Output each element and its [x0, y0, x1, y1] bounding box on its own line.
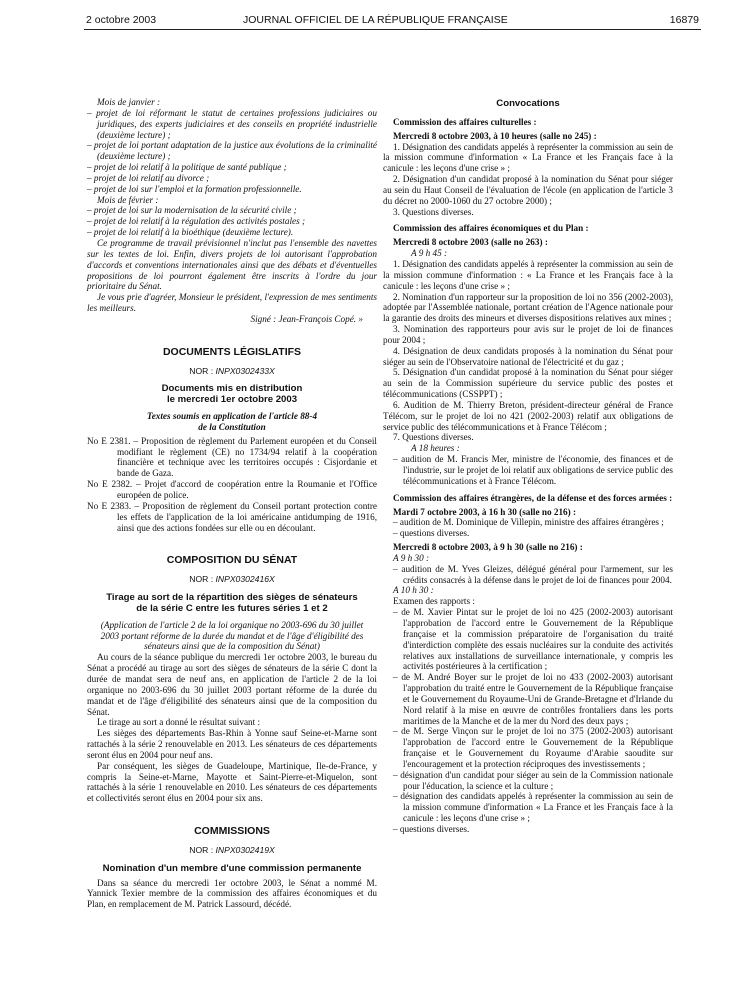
senat-paragraph: Au cours de la séance publique du mercredi 1er octobre 2003, le bureau du Sénat a procédé au tirage au sort des sièges de sénateurs de la série C dont la durée de mandat sera de neuf ans, en application de l'article 2 de la loi organique no 2003-696 du 30 juillet 2003 portant réforme de la durée du mandat et de l'âge d'éligibilité des sénateurs ainsi que de la composition du Sénat. — [87, 652, 377, 717]
senat-application: (Application de l'article 2 de la loi organique no 2003-696 du 30 juillet 2003 portant réforme de la durée du mandat et de l'âge d'éligibilité des sénateurs ainsi que de la composition du Sénat) — [100, 619, 364, 652]
section-heading-documents: DOCUMENTS LÉGISLATIFS — [162, 345, 302, 358]
list-item: – projet de loi portant adaptation de la justice aux évolutions de la criminalité (deuxième lecture) ; — [87, 140, 377, 162]
nor-label: NOR : — [189, 574, 214, 585]
closing-text: Je vous prie d'agréer, Monsieur le président, l'expression de mes sentiments les meilleurs. — [87, 292, 377, 314]
agenda-item: 7. Questions diverses. — [393, 432, 474, 443]
docs-texts-line: de la Constitution — [198, 421, 266, 432]
agenda-item: 3. Nomination des rapporteurs pour avis sur le projet de loi de finances pour 2004 ; — [383, 324, 673, 345]
meeting-date: Mercredi 8 octobre 2003, à 9 h 30 (salle no 216) : — [393, 542, 583, 553]
list-item: – projet de loi sur l'emploi et la formation professionnelle. — [87, 183, 302, 194]
agenda-item: – questions diverses. — [393, 824, 470, 834]
docs-texts-line: Textes soumis en application de l'article 88-4 — [146, 411, 318, 422]
signature: Signé : Jean-François Copé. » — [250, 313, 363, 324]
section-heading-commissions: COMMISSIONS — [194, 825, 270, 838]
section-heading-senat: COMPOSITION DU SÉNAT — [166, 554, 298, 567]
nor-code: INPX0302433X — [215, 365, 275, 376]
page-header — [0, 0, 751, 30]
header-date: 2 octobre 2003 — [86, 14, 157, 26]
senat-paragraph: Par conséquent, les sièges de Guadeloupe, Martinique, Ile-de-France, y compris la Seine-et-Marne, Mayotte et Saint-Pierre-et-Miquelon, sont rattachés à la série 1 renouvelable en 2010. Les sénateurs de ces départements et collectivités seront élus en 2004 pour six ans. — [87, 760, 377, 804]
list-item: – projet de loi sur la modernisation de la sécurité civile ; — [87, 205, 297, 216]
meeting-date: Mercredi 8 octobre 2003 (salle no 263) : — [393, 237, 548, 248]
left-column — [87, 97, 377, 910]
agenda-item: – audition de M. Dominique de Villepin, ministre des affaires étrangères ; — [393, 517, 664, 528]
docs-subheading: Documents mis en distribution — [161, 383, 303, 395]
nor-code: INPX0302416X — [215, 574, 275, 585]
convocations-heading: Convocations — [496, 98, 560, 109]
list-item: – projet de loi relatif à la régulation des activités postales ; — [87, 216, 306, 227]
meeting-time: A 18 heures : — [411, 443, 460, 454]
senat-subheading: Tirage au sort de la répartition des sièges de sénateurs — [106, 592, 358, 604]
agenda-item: – désignation des candidats appelés à représenter la commission au sein de la mission commune d'information « La France et les Français face à la canicule : les leçons d'une crise » ; — [393, 791, 673, 824]
list-item: – projet de loi réformant le statut de certaines professions judiciaires ou juridiques, des experts judiciaires et des conseils en propriété industrielle (deuxième lecture) ; — [87, 107, 377, 140]
agenda-item: 5. Désignation d'un candidat proposé à la nomination du Sénat pour siéger au sein de la Commission supérieure du service public des postes et télécommunications (CSSPPT) ; — [383, 367, 673, 400]
header-journal: JOURNAL OFFICIEL DE LA RÉPUBLIQUE FRANÇAISE — [243, 14, 508, 26]
nor-code: INPX0302419X — [215, 844, 275, 855]
jan-title: Mois de janvier : — [97, 97, 161, 107]
list-item: – projet de loi relatif à la bioéthique (deuxième lecture). — [87, 227, 294, 238]
list-item: – projet de loi relatif à la politique de santé publique ; — [87, 162, 287, 173]
doc-item: No E 2381. – Proposition de règlement du Parlement européen et du Conseil modifiant le règlement (CE) no 1734/94 relatif à la coopération financière et technique avec les territoires occupés : Cisjordanie et bande de Gaza. — [87, 435, 377, 479]
agenda-item: – de M. Serge Vinçon sur le projet de loi no 375 (2002-2003) autorisant l'approbation de l'accord entre le Gouvernement de la République française et le Gouvernement du Royaume d'Arabie saoudite sur l'encouragement et la protection réciproques des investissements ; — [393, 726, 673, 769]
agenda-item: – de M. Xavier Pintat sur le projet de loi no 425 (2002-2003) autorisant l'approbation de l'accord entre le Gouvernement de la République française et la commission préparatoire de l'organisation du traité d'interdiction complète des essais nucléaires sur la conduite des activités relatives aux installations de surveillance internationale, y compris les activités postérieures à la certification ; — [393, 607, 673, 672]
senat-paragraph: Les sièges des départements Bas-Rhin à Yonne sauf Seine-et-Marne sont rattachés à la série 2 renouvelable en 2013. Les sénateurs de ces départements seront élus en 2004 pour neuf ans. — [87, 728, 377, 760]
agenda-item: – désignation d'un candidat pour siéger au sein de la Commission nationale pour l'éducation, la science et la culture ; — [393, 769, 673, 791]
meeting-time: A 9 h 45 : — [411, 248, 448, 259]
doc-item: No E 2382. – Projet d'accord de coopération entre la Roumanie et l'Office européen de police. — [87, 479, 377, 500]
senat-paragraph: Le tirage au sort a donné le résultat suivant : — [97, 717, 261, 728]
agenda-item: 1. Désignation des candidats appelés à représenter la commission au sein de la mission commune d'information « La France et les Français face à la canicule : les leçons d'une crise » ; — [383, 141, 673, 174]
agenda-item: 1. Désignation des candidats appelés à représenter la commission au sein de la mission commune d'information : « La France et les Français face à la canicule : les leçons d'une crise » ; — [383, 258, 673, 291]
commission-title: Commission des affaires culturelles : — [393, 116, 537, 127]
commissions-text: Dans sa séance du mercredi 1er octobre 2003, le Sénat a nommé M. Yannick Texier membre de la commission des affaires économiques et du Plan, en remplacement de M. Patrick Lassourd, décédé. — [87, 877, 377, 910]
doc-item: No E 2383. – Proposition de règlement du Conseil portant protection contre les effets de l'application de la loi américaine antidumping de 1916, ainsi que des actions fondées sur elle ou en découlant. — [87, 500, 377, 533]
agenda-item: 4. Désignation de deux candidats proposés à la nomination du Sénat pour siéger au sein de l'Observatoire national de l'électricité et du gaz ; — [383, 345, 673, 367]
meeting-time: A 9 h 30 : — [393, 552, 430, 563]
header-page-number: 16879 — [669, 14, 699, 26]
programme-text: Ce programme de travail prévisionnel n'inclut pas l'ensemble des navettes sur les textes de loi. Enfin, divers projets de loi autorisant l'approbation d'accords et conventions internationales ainsi que des débats et d'éventuelles propositions de loi pourront également être inscrits à l'ordre du jour prioritaire du Sénat. — [87, 237, 377, 292]
feb-title: Mois de février : — [97, 194, 159, 205]
agenda-item: – audition de M. Francis Mer, ministre de l'économie, des finances et de l'industrie, sur le projet de loi relatif aux obligations de service public des télécommunications et à France Télécom. — [393, 454, 673, 486]
agenda-item: – de M. André Boyer sur le projet de loi no 433 (2002-2003) autorisant l'approbation du traité entre le Gouvernement de la République française et le Gouvernement du Royaume-Uni de Grande-Bretagne et d'Irlande du Nord relatif à la mise en œuvre de contrôles frontaliers dans les ports maritimes de la Manche et de la mer du Nord des deux pays ; — [393, 672, 673, 726]
exam-title: Examen des rapports : — [393, 596, 475, 607]
nor-line — [87, 574, 377, 585]
list-item: – projet de loi relatif au divorce ; — [87, 172, 210, 183]
nor-line — [87, 366, 377, 377]
nor-label: NOR : — [189, 844, 214, 855]
docs-subheading-date: le mercredi 1er octobre 2003 — [166, 394, 298, 406]
meeting-date: Mercredi 8 octobre 2003, à 10 heures (salle no 245) : — [393, 130, 597, 141]
right-column — [383, 99, 673, 835]
header-rule — [84, 29, 701, 30]
meeting-time: A 10 h 30 : — [393, 585, 434, 596]
nor-label: NOR : — [189, 365, 214, 376]
nor-line — [87, 845, 377, 856]
agenda-item: 6. Audition de M. Thierry Breton, président-directeur général de France Télécom, sur le projet de loi no 421 (2002-2003) relatif aux obligations de service public des télécommunications et à France Télécom ; — [383, 399, 673, 432]
senat-subheading: de la série C entre les futures séries 1 et 2 — [136, 602, 328, 614]
commission-title: Commission des affaires étrangères, de la défense et des forces armées : — [393, 492, 673, 503]
meeting-date: Mardi 7 octobre 2003, à 16 h 30 (salle no 216) : — [393, 506, 577, 517]
commission-title: Commission des affaires économiques et du Plan : — [393, 223, 589, 234]
agenda-item: 2. Désignation d'un candidat proposé à la nomination du Sénat pour siéger au sein du Haut Conseil de l'évaluation de l'école (en application de l'article 3 du décret no 2000-1060 du 27 octobre 2000) ; — [383, 174, 673, 206]
agenda-item: – questions diverses. — [393, 528, 470, 539]
agenda-item: 3. Questions diverses. — [393, 206, 474, 217]
agenda-item: 2. Nomination d'un rapporteur sur la proposition de loi no 356 (2002-2003), adoptée par l'Assemblée nationale, portant création de l'Agence nationale pour la garantie des droits des mineurs et diverses dispositions relatives aux mines ; — [383, 291, 673, 324]
agenda-item: – audition de M. Yves Gleizes, délégué général pour l'armement, sur les crédits consacrés à la défense dans le projet de loi de finances pour 2004. — [393, 563, 673, 585]
commissions-subheading: Nomination d'un membre d'une commission permanente — [102, 862, 362, 874]
